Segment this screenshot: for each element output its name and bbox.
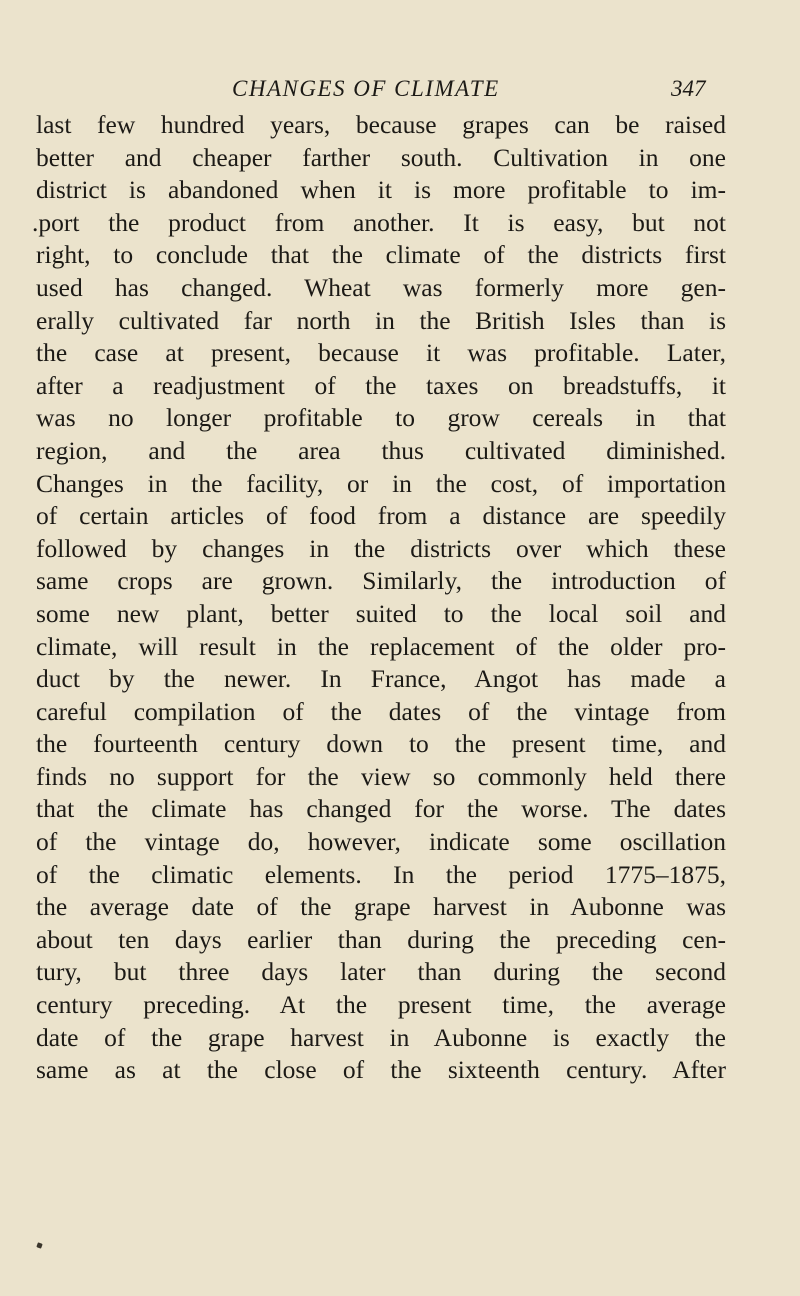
text-line: of the vintage do, however, indicate some oscillation [36,827,726,857]
running-title: CHANGES OF CLIMATE [232,76,500,101]
text-line: district is abandoned when it is more profitable to im- [36,175,726,205]
text-line: region, and the area thus cultivated diminished. [36,435,726,465]
body-text [32,109,726,1087]
text-line: climate, will result in the replacement of the older pro- [36,631,726,661]
running-head [0,70,800,106]
text-line: that the climate has changed for the worse. The dates [36,794,726,824]
text-line: .port the product from another. It is easy, but not [32,207,726,237]
text-line: better and cheaper farther south. Cultivation in one [36,142,726,172]
text-line: century preceding. At the present time, the average [36,990,726,1020]
text-line: after a readjustment of the taxes on breadstuffs, it [36,370,726,400]
text-line: of the climatic elements. In the period 1775–1875, [36,859,726,889]
text-line: the fourteenth century down to the present time, and [36,729,726,759]
text-line: tury, but three days later than during the second [36,957,726,987]
text-line: Changes in the facility, or in the cost, of importation [36,468,726,498]
text-line: the case at present, because it was profitable. Later, [36,338,726,368]
text-line: finds no support for the view so commonly held there [36,761,726,791]
text-line: of certain articles of food from a distance are speedily [36,501,726,531]
text-line: some new plant, better suited to the local soil and [36,598,726,628]
page-number: 347 [671,76,706,101]
text-line: followed by changes in the districts over which these [36,533,726,563]
text-line: the average date of the grape harvest in Aubonne was [36,892,726,922]
text-line: date of the grape harvest in Aubonne is exactly the [36,1022,726,1052]
text-line: about ten days earlier than during the preceding cen- [36,924,726,954]
text-line: was no longer profitable to grow cereals in that [36,403,726,433]
text-line: last few hundred years, because grapes can be raised [36,110,726,139]
text-line: duct by the newer. In France, Angot has made a [36,664,726,694]
text-line: used has changed. Wheat was formerly more gen- [36,272,726,302]
ink-speck [36,1242,42,1248]
text-line: erally cultivated far north in the British Isles than is [36,305,726,335]
text-line: careful compilation of the dates of the vintage from [36,696,726,726]
text-line: right, to conclude that the climate of the districts first [36,240,726,270]
text-line: same as at the close of the sixteenth century. After [36,1055,726,1085]
text-line: same crops are grown. Similarly, the introduction of [36,566,726,596]
